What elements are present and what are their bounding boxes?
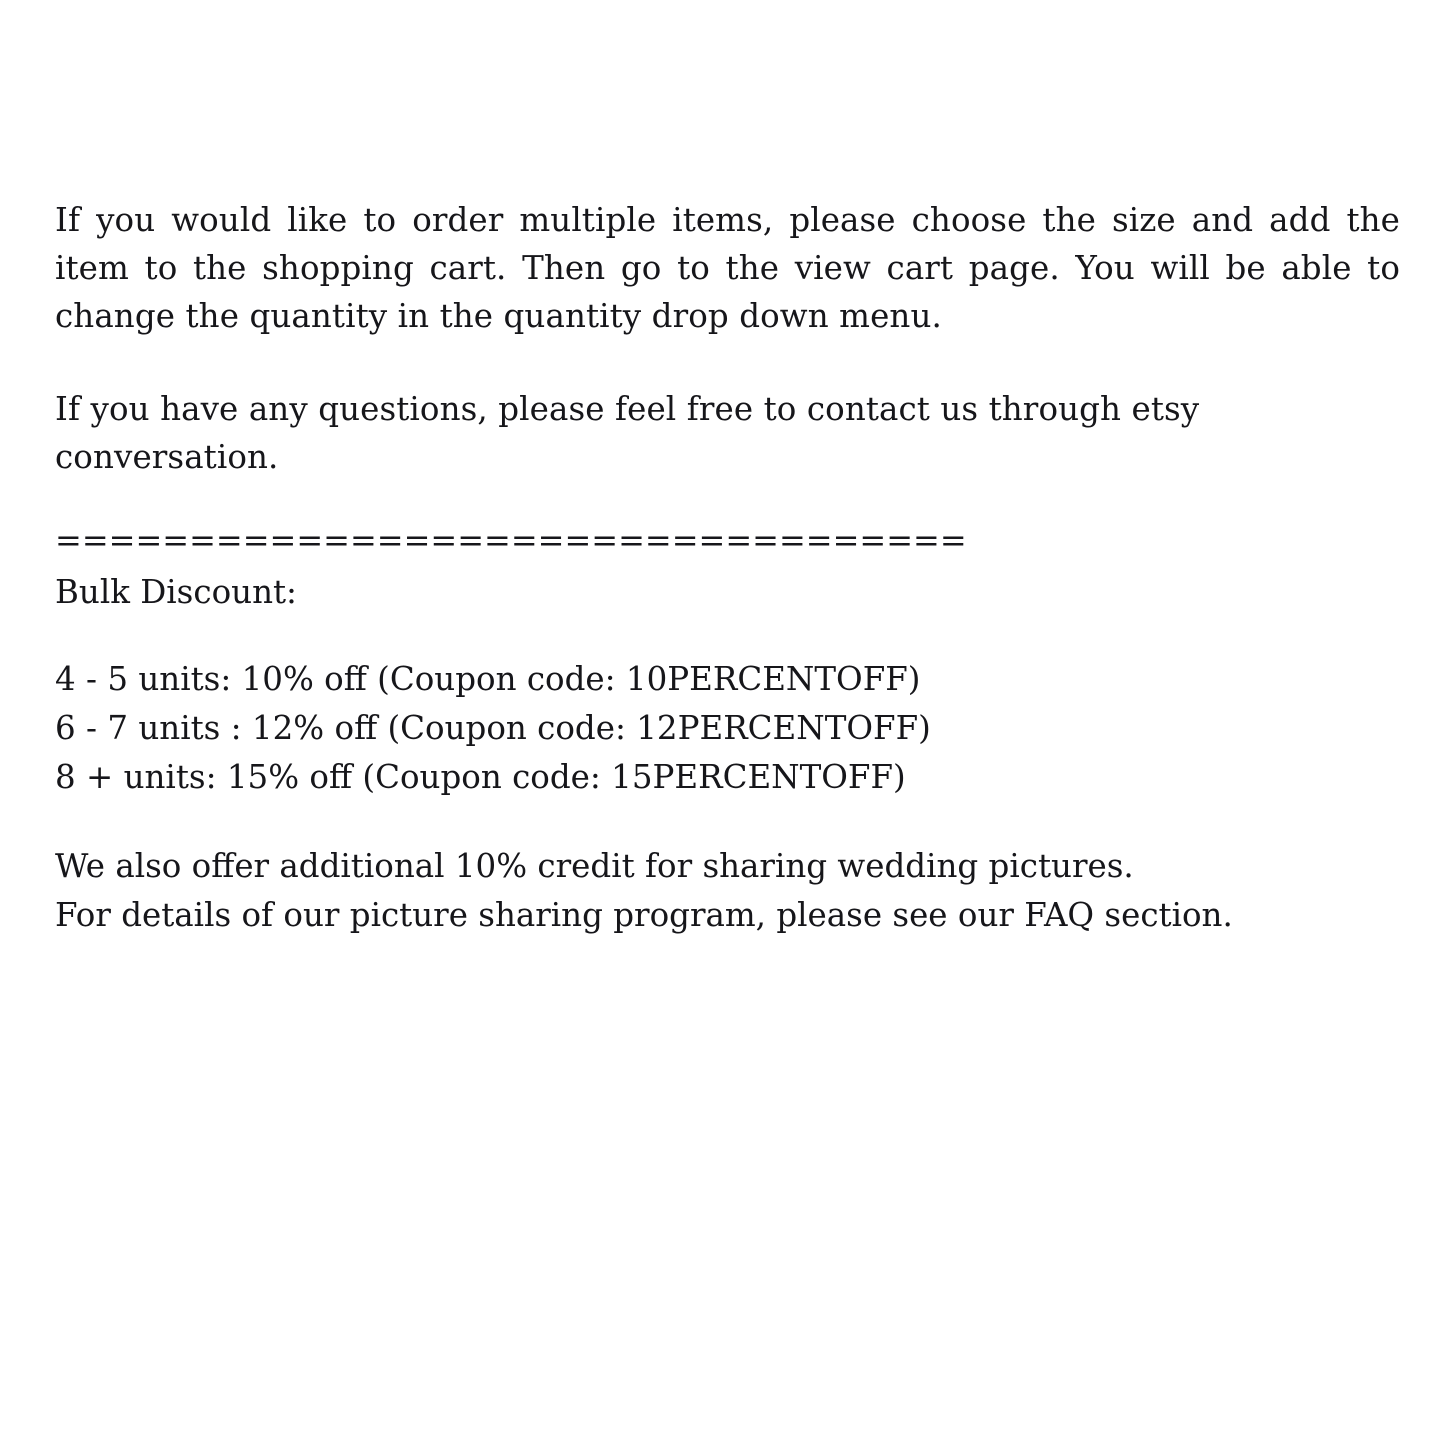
paragraph-spacer — [55, 340, 1400, 385]
contact-note-paragraph: If you have any questions, please feel free to contact us through etsy conversation. — [55, 390, 1200, 476]
ordering-instructions-paragraph: If you would like to order multiple items, please choose the size and add the item to the shopping cart. Then go to the view cart page. You will be able to change the quantity in the quantity drop down menu. — [55, 201, 1400, 335]
divider-rule: ================================== — [55, 521, 967, 559]
list-item: 8 + units: 15% off (Coupon code: 15PERCENTOFF) — [55, 758, 906, 796]
list-item: 6 - 7 units : 12% off (Coupon code: 12PERCENTOFF) — [55, 709, 931, 747]
credit-offer-line-1: We also offer additional 10% credit for sharing wedding pictures. — [55, 847, 1134, 885]
document-content — [55, 196, 1400, 940]
section-spacer — [55, 481, 1400, 523]
bulk-discount-list — [55, 655, 1400, 802]
credit-offer-line-2: For details of our picture sharing program, please see our FAQ section. — [55, 896, 1233, 934]
list-item: 4 - 5 units: 10% off (Coupon code: 10PERCENTOFF) — [55, 660, 921, 698]
credit-offer-block — [55, 842, 1400, 940]
list-spacer — [55, 615, 1400, 655]
bulk-discount-heading: Bulk Discount: — [55, 573, 298, 611]
closing-spacer — [55, 802, 1400, 842]
